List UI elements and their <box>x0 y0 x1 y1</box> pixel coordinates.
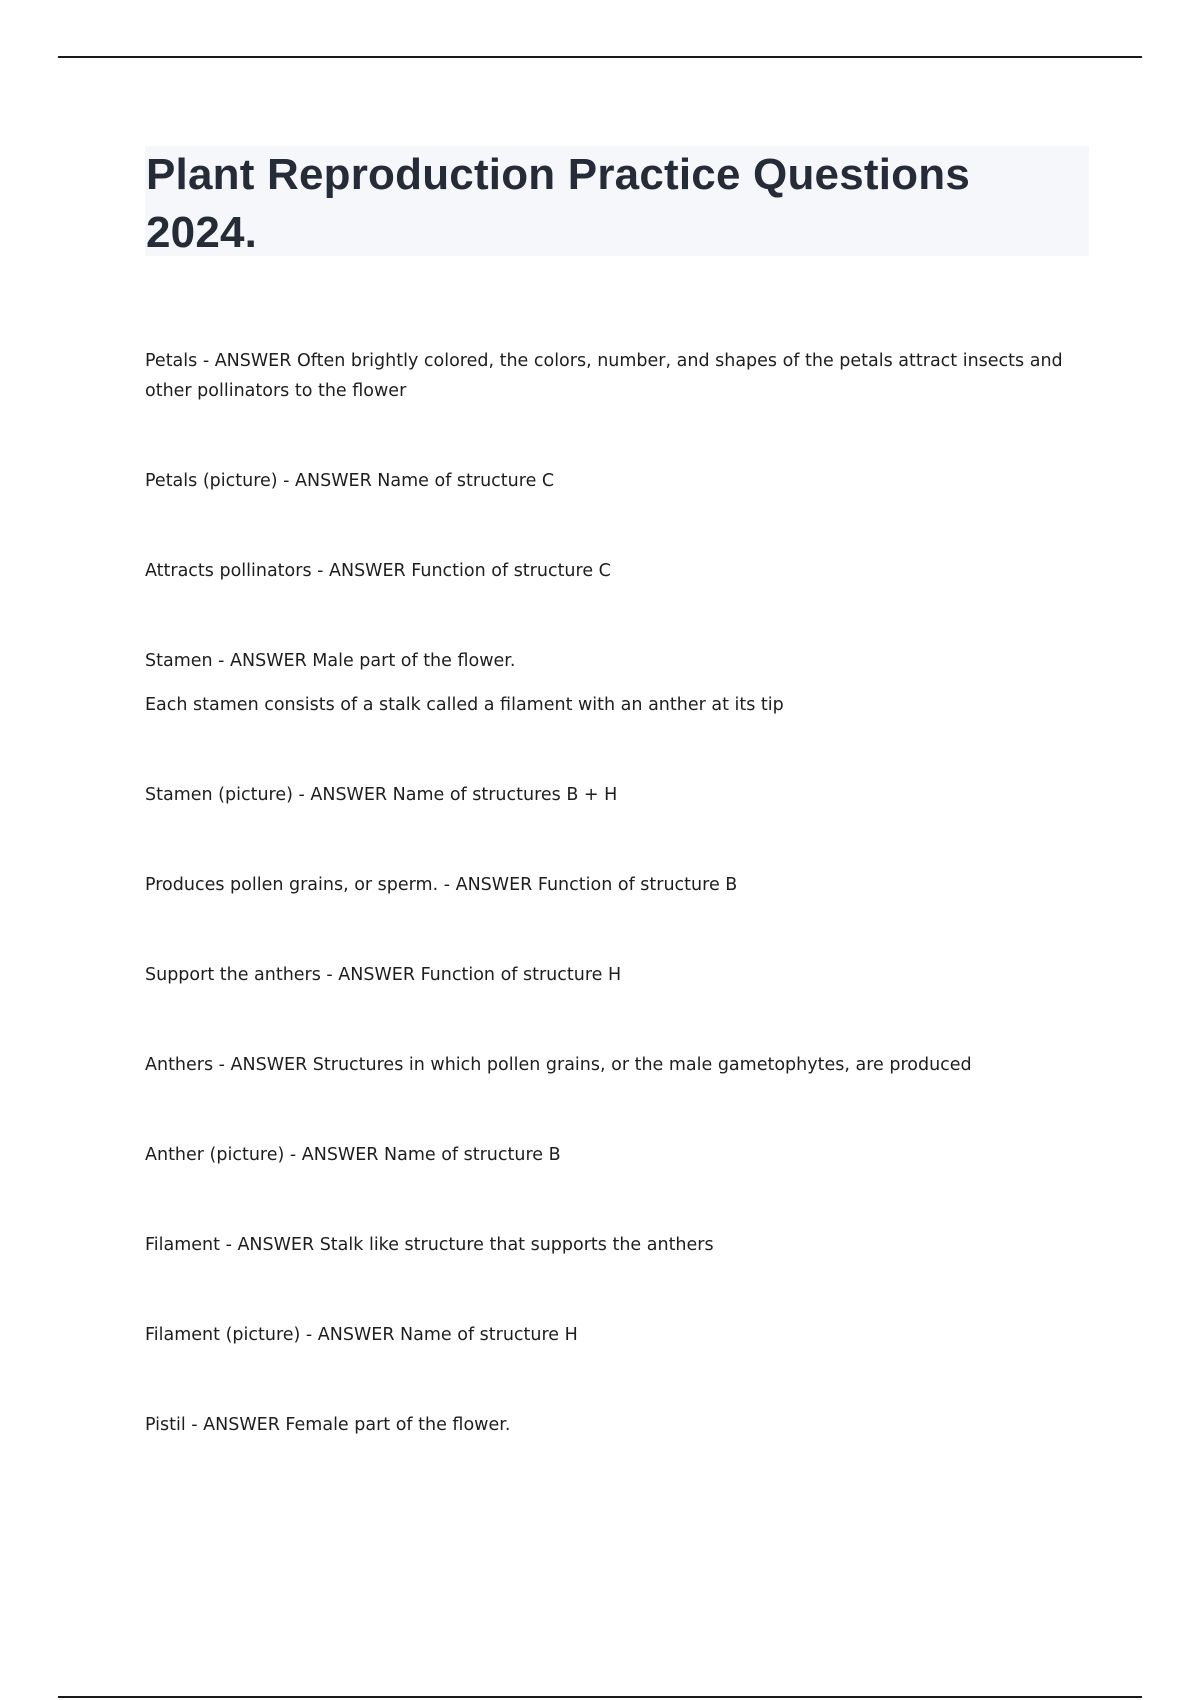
qa-text: Support the anthers - ANSWER Function of structure H <box>145 965 622 985</box>
qa-text-continued: Each stamen consists of a stalk called a filament with an anther at its tip <box>145 695 784 715</box>
qa-text: Filament - ANSWER Stalk like structure that supports the anthers <box>145 1235 714 1255</box>
qa-item <box>145 960 1095 990</box>
qa-item <box>145 1320 1095 1350</box>
qa-text: Anthers - ANSWER Structures in which pollen grains, or the male gametophytes, are produced <box>145 1055 972 1075</box>
qa-item <box>145 1050 1095 1080</box>
qa-text: Petals - ANSWER Often brightly colored, the colors, number, and shapes of the petals attract insects and other pollinators to the flower <box>145 351 1063 401</box>
qa-item <box>145 646 1095 720</box>
qa-text: Produces pollen grains, or sperm. - ANSWER Function of structure B <box>145 875 738 895</box>
qa-text: Stamen (picture) - ANSWER Name of structures B + H <box>145 785 618 805</box>
qa-text: Stamen - ANSWER Male part of the flower. <box>145 651 516 671</box>
qa-item <box>145 780 1095 810</box>
bottom-divider <box>58 1696 1142 1698</box>
qa-item <box>145 556 1095 586</box>
qa-item <box>145 466 1095 496</box>
qa-item <box>145 1230 1095 1260</box>
qa-item <box>145 870 1095 900</box>
qa-text: Anther (picture) - ANSWER Name of structure B <box>145 1145 561 1165</box>
qa-text: Petals (picture) - ANSWER Name of structure C <box>145 471 555 491</box>
qa-item <box>145 1410 1095 1440</box>
top-divider <box>58 56 1142 58</box>
qa-item <box>145 346 1095 406</box>
page-title: Plant Reproduction Practice Questions 2024. <box>146 150 970 257</box>
qa-list <box>145 346 1095 1500</box>
qa-text: Pistil - ANSWER Female part of the flower. <box>145 1415 511 1435</box>
qa-text: Attracts pollinators - ANSWER Function of structure C <box>145 561 611 581</box>
qa-text: Filament (picture) - ANSWER Name of structure H <box>145 1325 578 1345</box>
qa-item <box>145 1140 1095 1170</box>
